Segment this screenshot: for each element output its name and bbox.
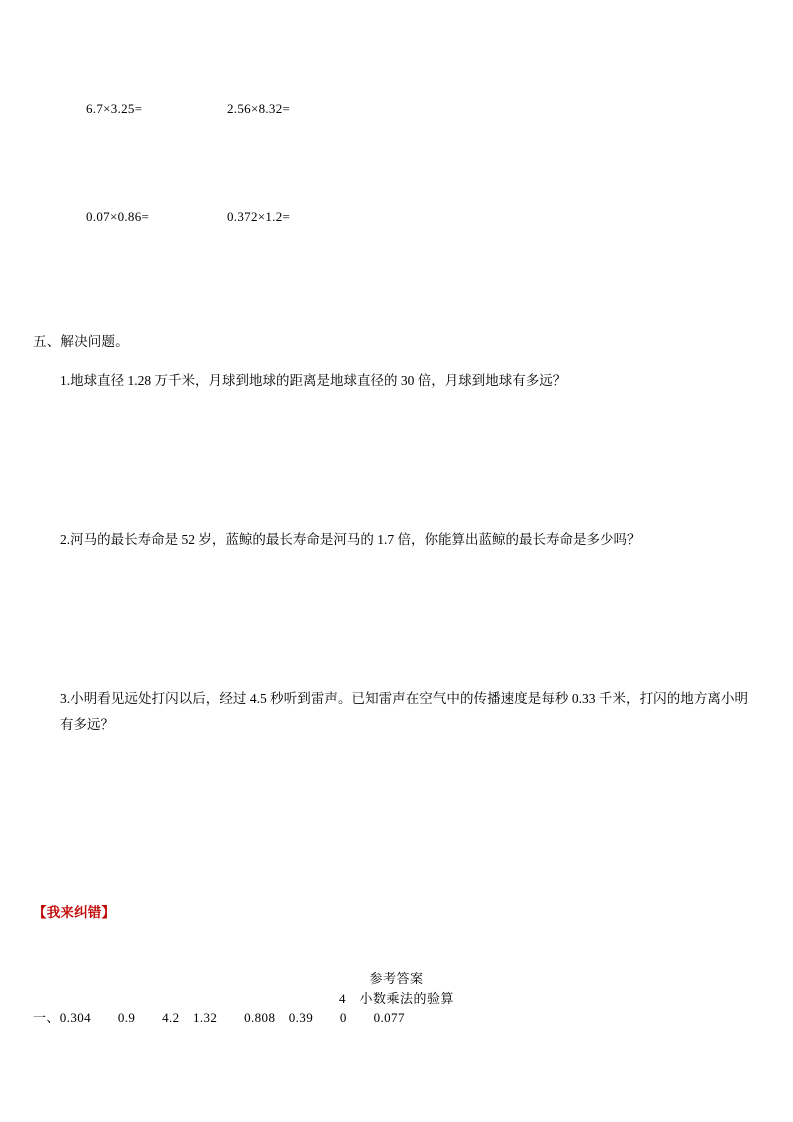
calc-expression: 2.56×8.32= <box>227 101 291 116</box>
section-heading-five: 五、解决问题。 <box>33 334 129 349</box>
calc-expression: 6.7×3.25= <box>86 101 143 116</box>
answer-key-subtitle: 4 小数乘法的验算 <box>338 991 454 1006</box>
calc-expression: 0.07×0.86= <box>86 209 150 224</box>
word-problem-2: 2.河马的最长寿命是 52 岁，蓝鲸的最长寿命是河马的 1.7 倍，你能算出蓝鲸的最长寿命是多少吗？ <box>60 532 641 547</box>
correction-section-heading: 【我来纠错】 <box>33 905 116 920</box>
answer-key-title: 参考答案 <box>369 971 424 986</box>
answer-key-line-1: 一、0.304 0.9 4.2 1.32 0.808 0.39 0 0.077 <box>33 1010 405 1025</box>
word-problem-3: 3.小明看见远处打闪以后，经过 4.5 秒听到雷声。已知雷声在空气中的传播速度是每秒 0.33 千米，打闪的地方离小明有多远？ <box>60 691 748 732</box>
word-problem-1: 1.地球直径 1.28 万千米，月球到地球的距离是地球直径的 30 倍，月球到地球有多远？ <box>60 373 567 388</box>
calc-expression: 0.372×1.2= <box>227 209 291 224</box>
